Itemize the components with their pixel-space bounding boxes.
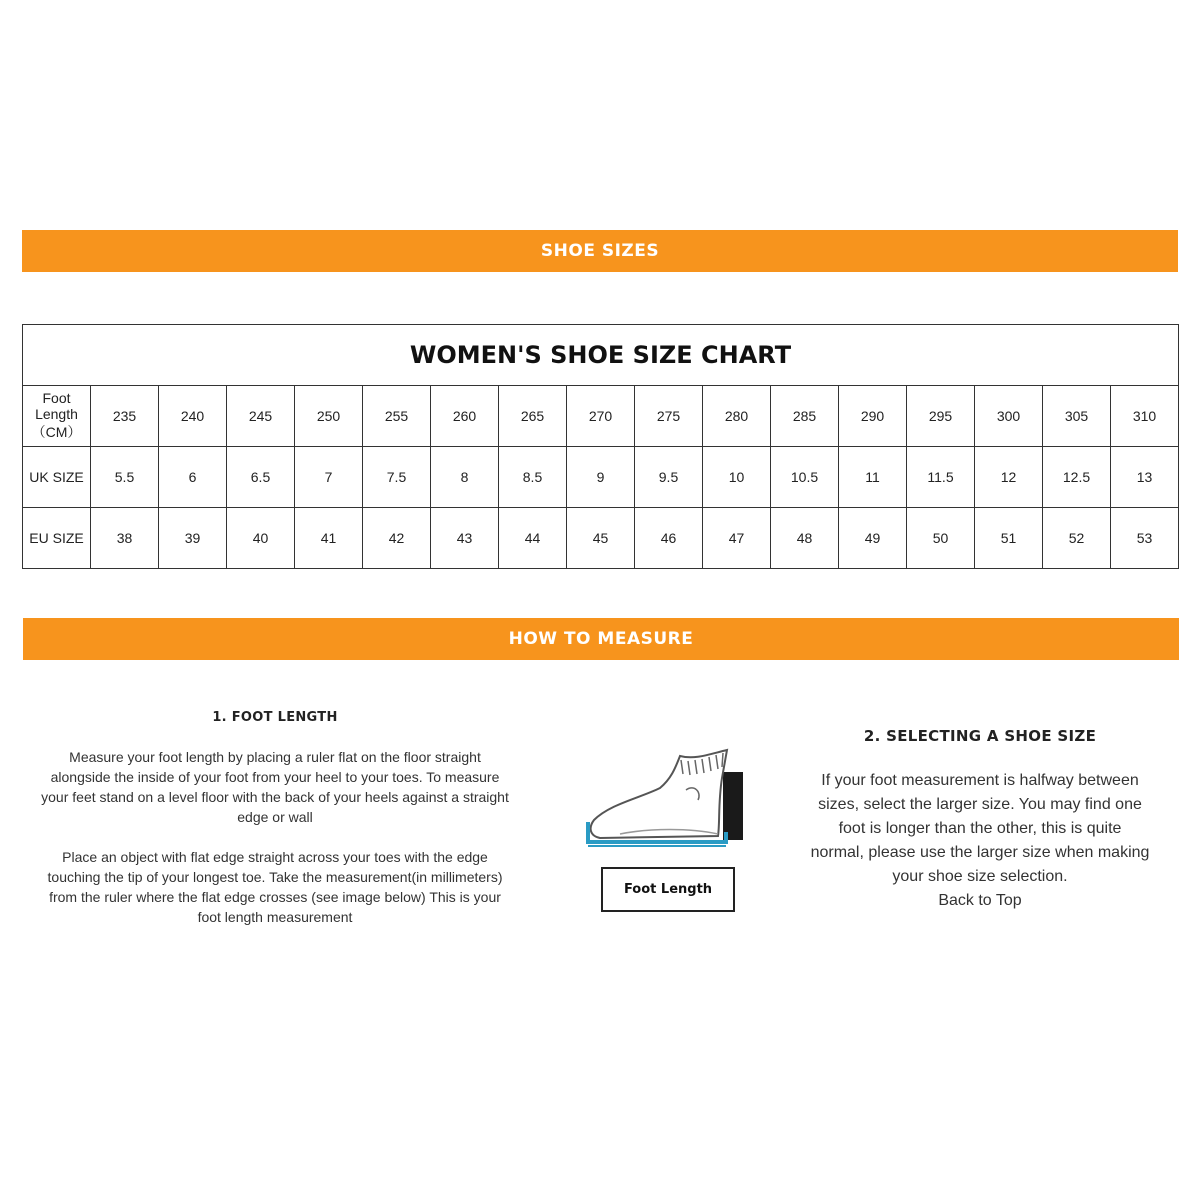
table-cell: 245 <box>227 386 295 447</box>
table-cell: 53 <box>1111 508 1179 569</box>
table-cell: 6.5 <box>227 447 295 508</box>
table-cell: 250 <box>295 386 363 447</box>
table-cell: 9 <box>567 447 635 508</box>
table-cell: 305 <box>1043 386 1111 447</box>
table-cell: 8.5 <box>499 447 567 508</box>
foot-length-instructions: Measure your foot length by placing a ruler flat on the floor straight alongside the inside of your foot from your heel to your toes. To measure your feet stand on a level floor with the back of your heels against a straight edge or wall <box>41 749 509 825</box>
table-cell: 47 <box>703 508 771 569</box>
table-cell: 13 <box>1111 447 1179 508</box>
table-cell: 6 <box>159 447 227 508</box>
table-cell: 290 <box>839 386 907 447</box>
table-cell: 46 <box>635 508 703 569</box>
table-row <box>23 386 1179 447</box>
foot-icon <box>591 750 727 838</box>
table-cell: 12.5 <box>1043 447 1111 508</box>
wall-icon <box>723 772 743 840</box>
row-label: Foot Length（CM） <box>23 386 91 447</box>
foot-length-label: Foot Length <box>601 867 735 912</box>
table-cell: 270 <box>567 386 635 447</box>
size-chart-table <box>22 324 1179 569</box>
table-cell: 52 <box>1043 508 1111 569</box>
table-cell: 38 <box>91 508 159 569</box>
shoe-sizes-heading: SHOE SIZES <box>540 241 660 261</box>
table-cell: 265 <box>499 386 567 447</box>
table-cell: 310 <box>1111 386 1179 447</box>
shoe-sizes-banner <box>22 230 1178 272</box>
foot-length-heading: 1. FOOT LENGTH <box>212 710 338 725</box>
how-to-measure-banner <box>23 618 1179 660</box>
foot-length-section <box>40 710 510 927</box>
table-row <box>23 508 1179 569</box>
table-cell: 300 <box>975 386 1043 447</box>
table-row <box>23 447 1179 508</box>
table-cell: 7 <box>295 447 363 508</box>
selecting-size-text: If your foot measurement is halfway between sizes, select the larger size. You may find one foot is longer than the other, this is quite normal, please use the larger size when making your shoe size selection. <box>810 772 1150 885</box>
table-cell: 48 <box>771 508 839 569</box>
table-cell: 11 <box>839 447 907 508</box>
selecting-size-heading: 2. SELECTING A SHOE SIZE <box>863 727 1097 745</box>
table-cell: 45 <box>567 508 635 569</box>
table-cell: 285 <box>771 386 839 447</box>
foot-measure-icon <box>580 748 750 848</box>
table-cell: 5.5 <box>91 447 159 508</box>
table-cell: 8 <box>431 447 499 508</box>
table-cell: 43 <box>431 508 499 569</box>
table-cell: 260 <box>431 386 499 447</box>
table-cell: 295 <box>907 386 975 447</box>
table-cell: 50 <box>907 508 975 569</box>
back-to-top-link[interactable]: Back to Top <box>938 892 1022 909</box>
table-cell: 41 <box>295 508 363 569</box>
how-to-measure-heading: HOW TO MEASURE <box>508 629 694 649</box>
table-cell: 240 <box>159 386 227 447</box>
table-cell: 39 <box>159 508 227 569</box>
table-cell: 51 <box>975 508 1043 569</box>
table-cell: 10.5 <box>771 447 839 508</box>
table-cell: 12 <box>975 447 1043 508</box>
row-label: UK SIZE <box>23 447 91 508</box>
table-cell: 275 <box>635 386 703 447</box>
table-cell: 10 <box>703 447 771 508</box>
foot-length-measurement-note: Place an object with flat edge straight across your toes with the edge touching the tip of your longest toe. Take the measurement(in millimeters) from the ruler where the flat edge crosses (see image below) This is your foot length measurement <box>47 849 503 925</box>
table-cell: 40 <box>227 508 295 569</box>
table-cell: 44 <box>499 508 567 569</box>
table-cell: 235 <box>91 386 159 447</box>
table-cell: 49 <box>839 508 907 569</box>
table-cell: 280 <box>703 386 771 447</box>
table-cell: 9.5 <box>635 447 703 508</box>
chart-title: WOMEN'S SHOE SIZE CHART <box>23 325 1179 386</box>
row-label: EU SIZE <box>23 508 91 569</box>
table-cell: 42 <box>363 508 431 569</box>
table-cell: 255 <box>363 386 431 447</box>
selecting-size-section <box>810 727 1150 913</box>
table-cell: 7.5 <box>363 447 431 508</box>
table-cell: 11.5 <box>907 447 975 508</box>
